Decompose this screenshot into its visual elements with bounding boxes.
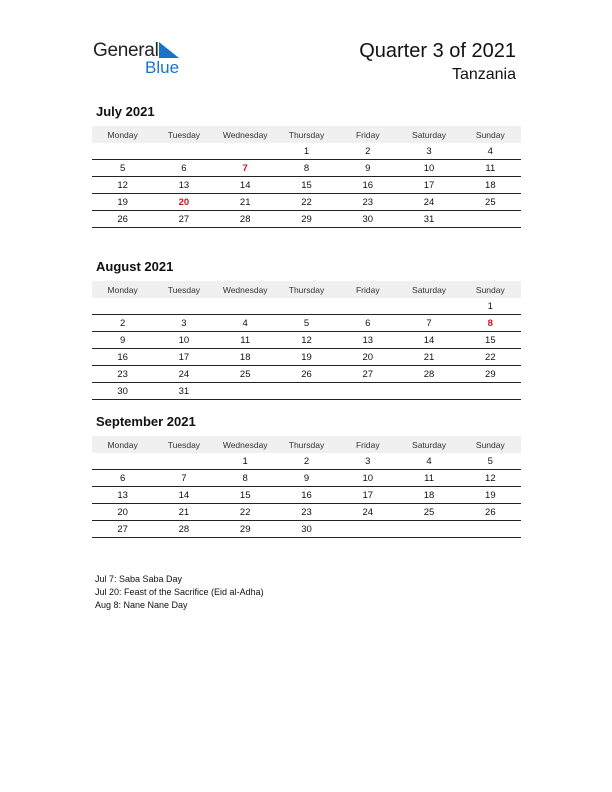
week-row: [92, 332, 521, 349]
day-cell: 27: [117, 523, 128, 535]
day-cell: 6: [181, 162, 187, 174]
week-row: [92, 366, 521, 383]
day-cell: 2: [303, 455, 310, 467]
day-cell: 5: [119, 162, 126, 174]
day-cell: 27: [362, 368, 374, 380]
weekday-label: Friday: [355, 439, 380, 450]
weekday-label: Monday: [107, 284, 138, 295]
day-cell: 19: [485, 489, 496, 501]
week-row: [92, 177, 521, 194]
day-cell: 26: [485, 506, 496, 518]
week-row: [92, 160, 521, 177]
weekday-label: Saturday: [412, 439, 447, 450]
day-cell: 22: [239, 506, 251, 518]
weekday-header-row: [92, 126, 521, 143]
day-cell: 15: [485, 334, 496, 346]
weekday-label: Saturday: [412, 129, 447, 140]
weekday-label: Thursday: [288, 129, 325, 140]
day-cell: 21: [423, 351, 435, 363]
day-cell: 14: [178, 489, 190, 501]
month-title: August 2021: [96, 259, 174, 274]
day-cell: 15: [301, 179, 312, 191]
day-cell: 23: [362, 196, 374, 208]
day-cell: 25: [239, 368, 251, 380]
weekday-header-row: [92, 281, 521, 298]
day-cell: 16: [117, 351, 128, 363]
week-row: [92, 487, 521, 504]
day-cell: 8: [303, 162, 310, 174]
day-cell: 6: [119, 472, 126, 484]
day-cell: 20: [362, 351, 374, 363]
day-cell: 13: [178, 179, 190, 191]
day-cell: 28: [423, 368, 435, 380]
day-cell: 20: [117, 506, 128, 518]
week-row: [92, 349, 521, 366]
holiday-note: Aug 8: Nane Nane Day: [95, 600, 188, 610]
day-cell: 4: [242, 317, 248, 329]
day-cell: 1: [242, 455, 248, 467]
day-cell: 5: [487, 455, 493, 467]
month-july: [92, 104, 521, 228]
month-title: September 2021: [96, 414, 196, 429]
week-row: [92, 453, 521, 470]
day-cell: 8: [242, 472, 248, 484]
day-cell: 31: [423, 213, 435, 225]
weekday-label: Monday: [107, 129, 138, 140]
day-cell: 8: [487, 317, 493, 329]
day-cell: 18: [423, 489, 435, 501]
logo: [93, 40, 193, 80]
weekday-label: Friday: [355, 284, 380, 295]
weekday-label: Sunday: [475, 129, 505, 140]
day-cell: 31: [178, 385, 190, 397]
day-cell: 29: [485, 368, 496, 380]
day-cell: 10: [178, 334, 190, 346]
day-cell: 12: [485, 472, 496, 484]
week-row: [92, 194, 521, 211]
weekday-label: Thursday: [288, 284, 325, 295]
day-cell: 30: [301, 523, 312, 535]
day-cell: 20: [178, 196, 190, 208]
day-cell: 4: [487, 145, 493, 157]
day-cell: 21: [239, 196, 251, 208]
week-row: [92, 315, 521, 332]
day-cell: 7: [181, 472, 187, 484]
day-cell: 3: [426, 145, 432, 157]
weekday-label: Tuesday: [167, 129, 201, 140]
day-cell: 11: [424, 472, 434, 484]
day-cell: 12: [301, 334, 312, 346]
day-cell: 26: [301, 368, 312, 380]
day-cell: 17: [362, 489, 374, 501]
day-cell: 17: [178, 351, 190, 363]
weekday-label: Wednesday: [222, 129, 268, 140]
day-cell: 6: [365, 317, 371, 329]
day-cell: 3: [181, 317, 187, 329]
day-cell: 10: [362, 472, 374, 484]
weekday-label: Sunday: [475, 439, 505, 450]
country-name: Tanzania: [451, 66, 516, 83]
logo-general-text: General: [93, 40, 159, 61]
day-cell: 25: [423, 506, 435, 518]
weekday-label: Monday: [107, 439, 138, 450]
day-cell: 12: [117, 179, 128, 191]
day-cell: 16: [301, 489, 312, 501]
day-cell: 2: [365, 145, 371, 157]
week-row: [92, 143, 521, 160]
page-title: Quarter 3 of 2021: [359, 40, 516, 62]
day-cell: 15: [239, 489, 251, 501]
day-cell: 19: [117, 196, 128, 208]
day-cell: 14: [239, 179, 251, 191]
day-cell: 23: [117, 368, 128, 380]
day-cell: 26: [117, 213, 128, 225]
holiday-note: Jul 20: Feast of the Sacrifice (Eid al-Adha): [95, 587, 264, 597]
day-cell: 4: [426, 455, 432, 467]
day-cell: 10: [423, 162, 435, 174]
day-cell: 1: [303, 145, 310, 157]
day-cell: 24: [362, 506, 374, 518]
weekday-label: Sunday: [475, 284, 505, 295]
day-cell: 7: [242, 162, 248, 174]
day-cell: 22: [301, 196, 312, 208]
day-cell: 7: [426, 317, 432, 329]
weekday-header-row: [92, 436, 521, 453]
day-cell: 18: [485, 179, 496, 191]
day-cell: 25: [485, 196, 496, 208]
day-cell: 22: [485, 351, 496, 363]
day-cell: 9: [119, 334, 126, 346]
day-cell: 3: [365, 455, 371, 467]
holiday-note: Jul 7: Saba Saba Day: [95, 574, 183, 584]
day-cell: 24: [423, 196, 435, 208]
month-title: July 2021: [96, 104, 155, 119]
day-cell: 29: [239, 523, 251, 535]
day-cell: 13: [117, 489, 128, 501]
week-row: [92, 383, 521, 400]
weekday-label: Thursday: [288, 439, 325, 450]
holiday-notes: [95, 573, 264, 612]
day-cell: 29: [301, 213, 312, 225]
logo-blue-text: Blue: [145, 58, 180, 77]
day-cell: 11: [240, 334, 251, 346]
day-cell: 2: [119, 317, 126, 329]
day-cell: 17: [423, 179, 435, 191]
weekday-label: Tuesday: [167, 439, 201, 450]
day-cell: 9: [303, 472, 310, 484]
weekday-label: Saturday: [412, 284, 447, 295]
month-september: [92, 414, 521, 538]
week-row: [92, 521, 521, 538]
day-cell: 19: [301, 351, 312, 363]
day-cell: 27: [178, 213, 190, 225]
day-cell: 23: [301, 506, 312, 518]
week-row: [92, 211, 521, 228]
weekday-label: Wednesday: [222, 439, 268, 450]
day-cell: 30: [362, 213, 374, 225]
day-cell: 9: [365, 162, 371, 174]
week-row: [92, 504, 521, 521]
week-row: [92, 470, 521, 487]
weekday-label: Friday: [355, 129, 380, 140]
weekday-label: Wednesday: [222, 284, 268, 295]
day-cell: 1: [487, 300, 493, 312]
day-cell: 21: [178, 506, 190, 518]
day-cell: 13: [362, 334, 374, 346]
day-cell: 30: [117, 385, 128, 397]
logo-triangle-icon: [159, 42, 179, 58]
day-cell: 5: [303, 317, 310, 329]
day-cell: 28: [178, 523, 190, 535]
week-row: [92, 298, 521, 315]
day-cell: 18: [239, 351, 251, 363]
month-august: [92, 259, 521, 400]
weekday-label: Tuesday: [167, 284, 201, 295]
day-cell: 24: [178, 368, 190, 380]
day-cell: 16: [362, 179, 374, 191]
day-cell: 11: [485, 162, 496, 174]
day-cell: 14: [423, 334, 435, 346]
day-cell: 28: [239, 213, 251, 225]
